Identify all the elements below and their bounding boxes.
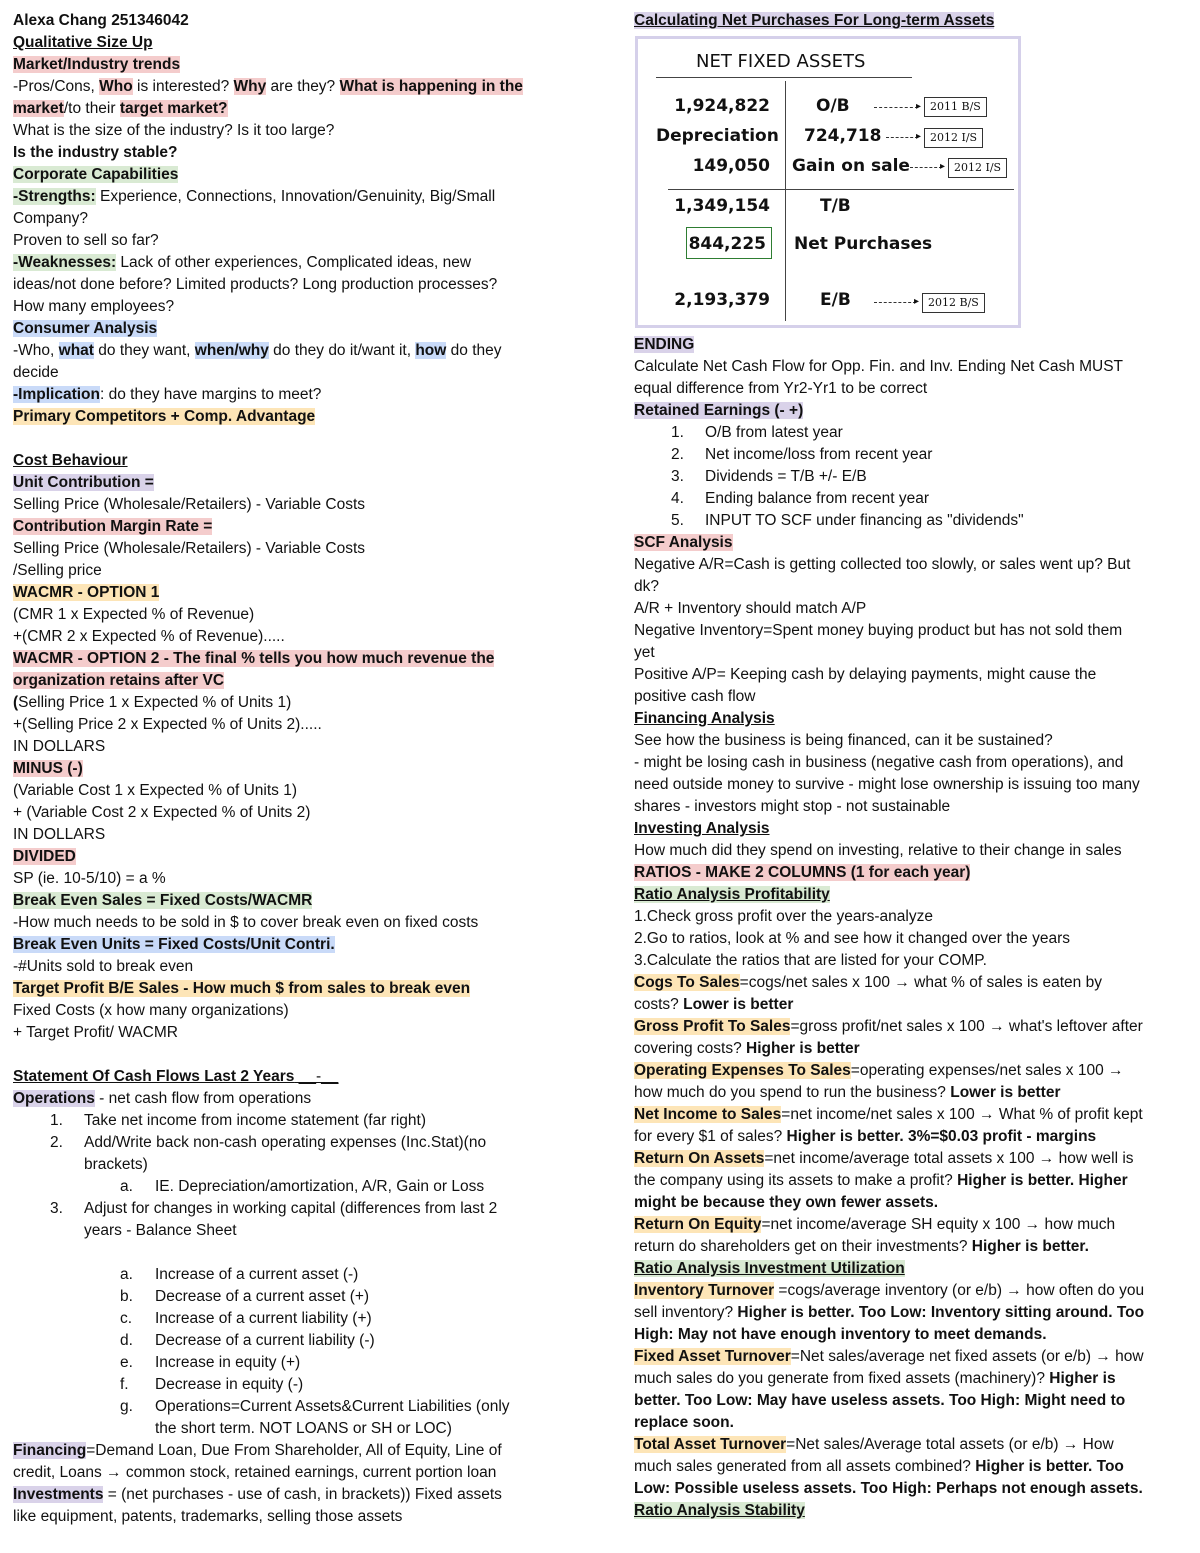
wacmr-1-text: WACMR - OPTION 1: [13, 584, 160, 601]
how-highlight: how: [415, 342, 447, 359]
qualitative-title: Qualitative Size Up: [13, 34, 153, 51]
text: Lack of other experiences, Complicated ideas, new: [116, 254, 472, 271]
list-text: Decrease of a current asset (+): [155, 1288, 370, 1305]
competitors-line: [13, 406, 583, 428]
text: sell inventory?: [634, 1304, 738, 1321]
list-number: 3.: [671, 468, 684, 485]
scf-blank: __-__: [294, 1068, 339, 1085]
arrow-head-icon: ▸: [914, 296, 920, 307]
list-text: Take net income from income statement (far right): [84, 1112, 426, 1129]
list-number: 3.: [50, 1200, 63, 1217]
roe-line-2: [634, 1236, 1190, 1258]
text: /to their: [63, 100, 120, 117]
beu-title-text: Break Even Units = Fixed Costs/Unit Contri.: [13, 936, 335, 953]
wacmr-2-line-2: +(Selling Price 2 x Expected % of Units 2).....: [13, 716, 322, 733]
verdict: Lower is better: [683, 996, 794, 1013]
competitors-text: Primary Competitors + Comp. Advantage: [13, 408, 316, 425]
list-item: [634, 510, 1190, 532]
roa-line-2: [634, 1170, 1190, 1192]
list-subitem: [13, 1286, 583, 1308]
strengths-line: [13, 186, 583, 208]
tb-label: T/B: [820, 196, 851, 216]
text: =cogs/net sales x 100 → what % of sales is eaten by: [739, 974, 1102, 991]
text: are they?: [266, 78, 340, 95]
list-item: [634, 466, 1190, 488]
rap-line-2: 2.Go to ratios, look at % and see how it changed over the years: [634, 930, 1070, 947]
fa-line: [634, 1346, 1190, 1368]
list-number: d.: [120, 1332, 133, 1349]
text: =Demand Loan, Due From Shareholder, All of Equity, Line of: [86, 1442, 502, 1459]
text: the company using its assets to make a profit?: [634, 1172, 958, 1189]
list-text: Increase in equity (+): [155, 1354, 301, 1371]
cogs-line: [634, 972, 1190, 994]
inva-line-1: How much did they spend on investing, relative to their change in sales: [634, 842, 1122, 859]
text: =operating expenses/net sales x 100 →: [850, 1062, 1124, 1079]
financing-analysis-title: Financing Analysis: [634, 710, 775, 727]
ref-box: 2012 I/S: [924, 128, 983, 148]
minus-title: [13, 758, 583, 780]
list-text: Increase of a current liability (+): [155, 1310, 372, 1327]
consumer-line-1: [13, 340, 583, 362]
list-number: 2.: [50, 1134, 63, 1151]
ratios-title: [634, 862, 1190, 884]
ratio-name: Total Asset Turnover: [634, 1436, 787, 1453]
ta-line: [634, 1434, 1190, 1456]
verdict: Higher is better: [746, 1040, 860, 1057]
it-line-2: [634, 1302, 1190, 1324]
text: =net income/net sales x 100 → What % of profit kept: [781, 1106, 1143, 1123]
cost-behaviour-title: Cost Behaviour: [13, 452, 128, 469]
financing-line-2: credit, Loans → common stock, retained earnings, current portion loan: [13, 1464, 497, 1481]
scfa-line-6: Positive A/P= Keeping cash by delaying payments, might cause the: [634, 666, 1097, 683]
wacmr-2-text: WACMR - OPTION 2 - The final % tells you how much revenue the: [13, 650, 495, 667]
ratios-title-text: RATIOS - MAKE 2 COLUMNS (1 for each year): [634, 864, 971, 881]
consumer-title: [13, 318, 583, 340]
uc-text: Selling Price (Wholesale/Retailers) - Variable Costs: [13, 496, 366, 513]
tb-value: 1,349,154: [674, 196, 770, 216]
text: is interested?: [132, 78, 234, 95]
list-item: [634, 422, 1190, 444]
list-text: Increase of a current asset (-): [155, 1266, 359, 1283]
tp-line-1: Fixed Costs (x how many organizations): [13, 1002, 289, 1019]
fina-line-4: shares - investors might stop - not sustainable: [634, 798, 951, 815]
list-number: g.: [120, 1398, 133, 1415]
strengths-line-3: Proven to sell so far?: [13, 232, 159, 249]
market-line-2: [13, 98, 583, 120]
text: for every $1 of sales?: [634, 1128, 787, 1145]
bes-text: -How much needs to be sold in $ to cover break even on fixed costs: [13, 914, 479, 931]
roa-line: [634, 1148, 1190, 1170]
text: how much do you spend to run the business?: [634, 1084, 951, 1101]
who-highlight: Who: [99, 78, 133, 95]
arrow-line: [910, 167, 942, 169]
scfa-line-1: Negative A/R=Cash is getting collected too slowly, or sales went up? But: [634, 556, 1131, 573]
verdict: Higher is better. Too: [975, 1458, 1124, 1475]
text: =net income/average total assets x 100 → how well is: [764, 1150, 1134, 1167]
when-why-highlight: when/why: [194, 342, 269, 359]
consumer-line-2: decide: [13, 364, 59, 381]
tp-title-text: Target Profit B/E Sales - How much $ from sales to break even: [13, 980, 471, 997]
text: costs?: [634, 996, 684, 1013]
cmr-line-1: Selling Price (Wholesale/Retailers) - Variable Costs: [13, 540, 366, 557]
what-highlight: what: [58, 342, 94, 359]
consumer-title-text: Consumer Analysis: [13, 320, 158, 337]
ni-line-2: [634, 1126, 1190, 1148]
list-number: a.: [120, 1178, 133, 1195]
rap-title-text: Ratio Analysis Profitability: [634, 886, 830, 903]
investing-analysis-title: Investing Analysis: [634, 820, 770, 837]
scfa-line-2: dk?: [634, 578, 659, 595]
list-subitem: [13, 1176, 583, 1198]
minus-line-1: (Variable Cost 1 x Expected % of Units 1): [13, 782, 298, 799]
wacmr-2-line-3: IN DOLLARS: [13, 738, 106, 755]
ending-line-2: equal difference from Yr2-Yr1 to be correct: [634, 380, 928, 397]
what-highlight: What is happening in the: [339, 78, 523, 95]
spacer: [13, 1044, 583, 1066]
list-item: [634, 444, 1190, 466]
verdict: Higher is: [1049, 1370, 1116, 1387]
wacmr-1-title: [13, 582, 583, 604]
cmr-line-2: /Selling price: [13, 562, 102, 579]
text: : do they have margins to meet?: [99, 386, 322, 403]
list-text: Decrease of a current liability (-): [155, 1332, 375, 1349]
text: -Who,: [13, 342, 59, 359]
paren: (: [13, 694, 19, 711]
text: Selling Price 1 x Expected % of Units 1): [18, 694, 292, 711]
weaknesses-line-3: How many employees?: [13, 298, 175, 315]
investments-label: Investments: [13, 1486, 104, 1503]
fina-line-2: - might be losing cash in business (negative cash from operations), and: [634, 754, 1124, 771]
arrow-line: [874, 302, 916, 304]
ta-line-2: [634, 1456, 1190, 1478]
wacmr-1-line-2: +(CMR 2 x Expected % of Revenue).....: [13, 628, 285, 645]
minus-text: MINUS (-): [13, 760, 83, 777]
divided-text: DIVIDED: [13, 848, 76, 865]
arrow-head-icon: ▸: [916, 101, 922, 112]
cmr-title-text: Contribution Margin Rate =: [13, 518, 213, 535]
spacer: [13, 428, 583, 450]
scf-analysis-title: [634, 532, 1190, 554]
divided-line-1: SP (ie. 10-5/10) = a %: [13, 870, 166, 887]
net-purchases-label: Net Purchases: [794, 234, 933, 254]
list-subitem: [13, 1352, 583, 1374]
market-line-1: [13, 76, 583, 98]
bes-title-text: Break Even Sales = Fixed Costs/WACMR: [13, 892, 313, 909]
fa-line-2: [634, 1368, 1190, 1390]
scf-title: [13, 1066, 583, 1088]
ratio-name: Cogs To Sales: [634, 974, 740, 991]
arrow-head-icon: ▸: [916, 131, 922, 142]
arrow-head-icon: ▸: [940, 161, 946, 172]
list-number: c.: [120, 1310, 133, 1327]
text: do they want,: [93, 342, 195, 359]
list-text: Operations=Current Assets&Current Liabilities (only: [155, 1398, 510, 1415]
implication-line: [13, 384, 583, 406]
list-text: IE. Depreciation/amortization, A/R, Gain or Loss: [155, 1178, 485, 1195]
minus-line-3: IN DOLLARS: [13, 826, 106, 843]
ratio-name: Net Income to Sales: [634, 1106, 782, 1123]
ratio-name: Return On Assets: [634, 1150, 765, 1167]
text: =cogs/average inventory (or e/b) → how often do you: [774, 1282, 1145, 1299]
list-text: Add/Write back non-cash operating expenses (Inc.Stat)(no: [84, 1134, 487, 1151]
figure-heading: NET FIXED ASSETS: [696, 51, 866, 72]
scfa-line-7: positive cash flow: [634, 688, 756, 705]
rap-line-1: 1.Check gross profit over the years-analyze: [634, 908, 933, 925]
list-text: Dividends = T/B +/- E/B: [705, 468, 867, 485]
list-text: O/B from latest year: [705, 424, 843, 441]
break-even-units-title: [13, 934, 583, 956]
strengths-label: -Strengths:: [13, 188, 96, 205]
fa-line-4: replace soon.: [634, 1414, 734, 1431]
uc-title-text: Unit Contribution =: [13, 474, 154, 491]
ratio-name: Inventory Turnover: [634, 1282, 775, 1299]
figure-title-text: Calculating Net Purchases For Long-term Assets: [634, 12, 995, 29]
corporate-title: [13, 164, 583, 186]
ta-line-3: Low: Possible useless assets. Too High: Perhaps not enough assets.: [634, 1480, 1143, 1497]
market-highlight: market: [13, 100, 64, 117]
fina-line-3: need outside money to survive - might lose ownership is issuing too many: [634, 776, 1140, 793]
verdict: Higher is better. Too Low: Inventory sitting around. Too: [737, 1304, 1145, 1321]
why-highlight: Why: [233, 78, 267, 95]
list-number: a.: [120, 1266, 133, 1283]
list-subitem-continued: the short term. NOT LOANS or SH or LOC): [155, 1420, 452, 1437]
it-line-3: High: May not have enough inventory to meet demands.: [634, 1326, 1047, 1343]
scfa-title-text: SCF Analysis: [634, 534, 733, 551]
roe-line: [634, 1214, 1190, 1236]
list-item: [13, 1132, 583, 1154]
ras-title-text: Ratio Analysis Stability: [634, 1502, 805, 1519]
list-text: Net income/loss from recent year: [705, 446, 933, 463]
arrow-line: [874, 107, 918, 109]
weaknesses-line: [13, 252, 583, 274]
list-number: 5.: [671, 512, 684, 529]
right-column: [634, 10, 1190, 1522]
gain-label: Gain on sale: [792, 156, 910, 176]
t-account-vertical-line: [785, 81, 786, 321]
list-number: f.: [120, 1376, 129, 1393]
eb-value: 2,193,379: [674, 290, 770, 310]
financing-label: Financing: [13, 1442, 87, 1459]
operations-label: Operations: [13, 1090, 95, 1107]
ending-title: [634, 334, 1190, 356]
list-number: b.: [120, 1288, 133, 1305]
left-column: [13, 10, 583, 1528]
weaknesses-label: -Weaknesses:: [13, 254, 117, 271]
market-title-text: Market/Industry trends: [13, 56, 181, 73]
text: do they: [446, 342, 502, 359]
text: return do shareholders get on their investments?: [634, 1238, 972, 1255]
figure-title: [634, 10, 1190, 32]
weaknesses-line-2: ideas/not done before? Limited products? Long production processes?: [13, 276, 498, 293]
unit-contribution-title: [13, 472, 583, 494]
oe-line-2: [634, 1082, 1190, 1104]
scfa-line-3: A/R + Inventory should match A/P: [634, 600, 867, 617]
ratio-investment-title: [634, 1258, 1190, 1280]
list-item: [634, 488, 1190, 510]
fa-line-3: better. Too Low: May have useless assets. Too High: Might need to: [634, 1392, 1126, 1409]
text: do they do it/want it,: [268, 342, 416, 359]
depreciation-label: Depreciation: [656, 126, 779, 146]
ending-title-text: ENDING: [634, 336, 695, 353]
corp-title-text: Corporate Capabilities: [13, 166, 179, 183]
gain-value: 149,050: [692, 156, 770, 176]
wacmr-2-text: organization retains after VC: [13, 672, 225, 689]
list-number: 4.: [671, 490, 684, 507]
net-fixed-assets-figure: [635, 36, 1021, 328]
rap-line-3: 3.Calculate the ratios that are listed for your COMP.: [634, 952, 987, 969]
it-line: [634, 1280, 1190, 1302]
ni-line: [634, 1104, 1190, 1126]
text: covering costs?: [634, 1040, 746, 1057]
ref-box: 2012 I/S: [948, 158, 1007, 178]
gp-line-2: [634, 1038, 1190, 1060]
text: =Net sales/average net fixed assets (or e/b) → how: [790, 1348, 1144, 1365]
ratio-name: Operating Expenses To Sales: [634, 1062, 851, 1079]
divided-title: [13, 846, 583, 868]
list-item: [13, 1110, 583, 1132]
heading-rule: [656, 77, 912, 78]
retained-earnings-title: [634, 400, 1190, 422]
text: much sales generated from all assets combined?: [634, 1458, 976, 1475]
market-line-4: Is the industry stable?: [13, 144, 178, 161]
ratio-name: Fixed Asset Turnover: [634, 1348, 791, 1365]
wacmr-2-title-2: [13, 670, 583, 692]
list-number: e.: [120, 1354, 133, 1371]
list-text: Ending balance from recent year: [705, 490, 930, 507]
target-profit-title: [13, 978, 583, 1000]
tp-line-2: + Target Profit/ WACMR: [13, 1024, 178, 1041]
cmr-title: [13, 516, 583, 538]
list-number: 1.: [50, 1112, 63, 1129]
list-text: INPUT TO SCF under financing as "dividends": [705, 512, 1024, 529]
ref-box: 2011 B/S: [924, 97, 987, 117]
fina-line-1: See how the business is being financed, can it be sustained?: [634, 732, 1053, 749]
strengths-line-2: Company?: [13, 210, 88, 227]
market-line-3: What is the size of the industry? Is it too large?: [13, 122, 335, 139]
ref-box: 2012 B/S: [922, 293, 985, 313]
list-text: Decrease in equity (-): [155, 1376, 304, 1393]
text: - net cash flow from operations: [94, 1090, 312, 1107]
re-title-text: Retained Earnings (- +): [634, 402, 804, 419]
ratio-stability-title: [634, 1500, 1190, 1522]
wacmr-2-line-1: [13, 692, 583, 714]
rai-title-text: Ratio Analysis Investment Utilization: [634, 1260, 905, 1277]
net-purchases-value: 844,225: [688, 234, 766, 254]
wacmr-2-title: [13, 648, 583, 670]
list-number: 1.: [671, 424, 684, 441]
text: Experience, Connections, Innovation/Genuinity, Big/Small: [95, 188, 496, 205]
student-header: Alexa Chang 251346042: [13, 12, 189, 29]
text: -Pros/Cons,: [13, 78, 100, 95]
verdict: Lower is better: [950, 1084, 1061, 1101]
text: =Net sales/Average total assets (or e/b) → How: [786, 1436, 1114, 1453]
ratio-name: Return On Equity: [634, 1216, 762, 1233]
list-text: Adjust for changes in working capital (differences from last 2: [84, 1200, 498, 1217]
text: much sales do you generate from fixed assets (machinery)?: [634, 1370, 1050, 1387]
scfa-line-4: Negative Inventory=Spent money buying product but has not sold them: [634, 622, 1123, 639]
list-subitem: [13, 1330, 583, 1352]
verdict: Higher is better. 3%=$0.03 profit - margins: [786, 1128, 1097, 1145]
list-subitem: [13, 1374, 583, 1396]
list-item: [13, 1198, 583, 1220]
t-account-horizontal-line: [668, 189, 1014, 190]
minus-line-2: + (Variable Cost 2 x Expected % of Units 2): [13, 804, 311, 821]
eb-label: E/B: [820, 290, 851, 310]
investments-line-2: like equipment, patents, trademarks, selling those assets: [13, 1508, 403, 1525]
cogs-line-2: [634, 994, 1190, 1016]
scf-title-text: Statement Of Cash Flows Last 2 Years: [13, 1068, 295, 1085]
implication-label: -Implication: [13, 386, 100, 403]
list-item-continued: years - Balance Sheet: [84, 1222, 237, 1239]
ob-value: 1,924,822: [674, 96, 770, 116]
ratio-name: Gross Profit To Sales: [634, 1018, 791, 1035]
ratio-profitability-title: [634, 884, 1190, 906]
verdict: Higher is better. Higher: [957, 1172, 1128, 1189]
verdict: Higher is better.: [971, 1238, 1089, 1255]
scfa-line-5: yet: [634, 644, 655, 661]
roa-line-3: might be because they own fewer assets.: [634, 1194, 939, 1211]
operations-line: [13, 1088, 583, 1110]
break-even-sales-title: [13, 890, 583, 912]
investments-line: [13, 1484, 583, 1506]
list-subitem: [13, 1396, 583, 1418]
gp-line: [634, 1016, 1190, 1038]
text: = (net purchases - use of cash, in brackets)) Fixed assets: [103, 1486, 502, 1503]
ending-line-1: Calculate Net Cash Flow for Opp. Fin. and Inv. Ending Net Cash MUST: [634, 358, 1124, 375]
beu-text: -#Units sold to break even: [13, 958, 194, 975]
spacer: [13, 1242, 583, 1264]
depreciation-value: 724,718: [804, 126, 882, 146]
financing-line: [13, 1440, 583, 1462]
list-item-continued: brackets): [84, 1156, 148, 1173]
list-number: 2.: [671, 446, 684, 463]
text: =gross profit/net sales x 100 → what's leftover after: [790, 1018, 1143, 1035]
list-subitem: [13, 1264, 583, 1286]
arrow-line: [886, 137, 918, 139]
list-subitem: [13, 1308, 583, 1330]
market-trends-title: [13, 54, 583, 76]
ob-label: O/B: [816, 96, 850, 116]
target-market-highlight: target market?: [119, 100, 228, 117]
wacmr-1-line-1: (CMR 1 x Expected % of Revenue): [13, 606, 255, 623]
text: =net income/average SH equity x 100 → how much: [761, 1216, 1116, 1233]
oe-line: [634, 1060, 1190, 1082]
